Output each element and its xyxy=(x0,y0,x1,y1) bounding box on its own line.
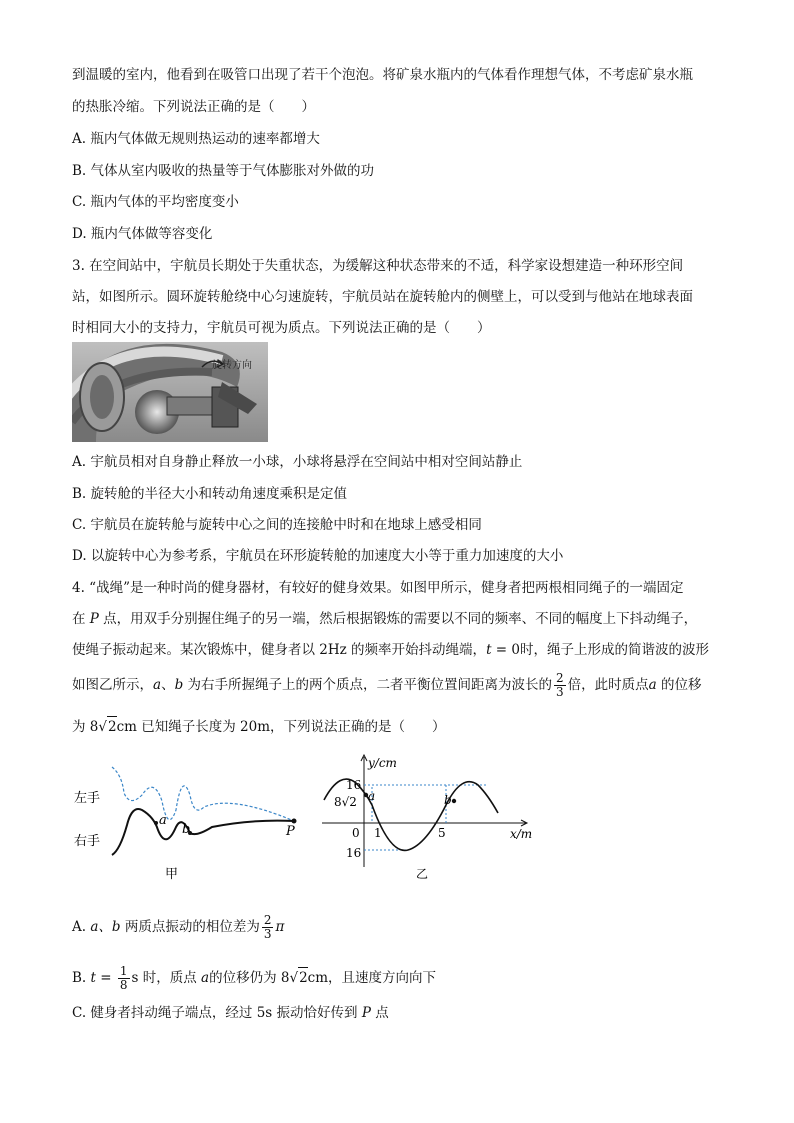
rope-point-a xyxy=(154,821,158,825)
figure-jia xyxy=(74,767,297,882)
left-hand-label: 左手 xyxy=(74,791,101,806)
left-rope-dashed xyxy=(112,767,294,821)
q2-option-d: D. 瓶内气体做等容变化 xyxy=(72,226,213,242)
q4-option-b: B. t = $\frac{1}{8}$ s 时，质点 a的位移仍为 8√2cm，且速度方向向下 xyxy=(72,964,437,992)
space-station-photo xyxy=(72,342,268,442)
q3-line-2: 站，如图所示。圆环旋转舱绕中心匀速旋转，宇航员站在旋转舱内的侧壁上，可以受到与他站在地球表面 xyxy=(72,289,693,305)
fraction-one-eighth: $\frac{1}{8}$ xyxy=(119,964,128,992)
q4-option-c: C. 健身者抖动绳子端点，经过 5s 振动恰好传到 P 点 xyxy=(72,1005,389,1021)
tick-8r2: 8√2 xyxy=(334,795,357,809)
y-axis-label: y/cm xyxy=(368,756,397,770)
q2-option-b: B. 气体从室内吸收的热量等于气体膨胀对外做的功 xyxy=(72,163,375,179)
fraction-two-thirds-phase: $\frac{2}{3}$ xyxy=(263,913,272,941)
intro-line-1: 到温暖的室内，他看到在吸管口出现了若干个泡泡。将矿泉水瓶内的气体看作理想气体，不考虑矿泉水瓶 xyxy=(72,67,693,83)
figure-jia-caption: 甲 xyxy=(165,867,179,882)
svg-text:a: a xyxy=(159,813,167,828)
tick-5: 5 xyxy=(438,826,446,840)
svg-text:P: P xyxy=(286,824,295,839)
tick-16: 16 xyxy=(346,778,362,792)
rotation-direction-label: 旋转方向 xyxy=(212,360,252,371)
right-rope xyxy=(112,809,294,855)
q4-line-4: 如图乙所示，a、b 为右手所握绳子上的两个质点，二者平衡位置间距离为波长的 $\frac{2}{3}$ 倍，此时质点a 的位移 xyxy=(72,671,702,699)
q3-line-3: 时相同大小的支持力，宇航员可视为质点。下列说法正确的是（ ） xyxy=(72,320,491,336)
q4-option-a: A. a、b 两质点振动的相位差为 $\frac{2}{3}$ π xyxy=(72,913,285,941)
q4-line-2: 在 P 点，用双手分别握住绳子的另一端，然后根据锻炼的需要以不同的频率、不同的幅度上下抖动绳子， xyxy=(72,611,698,627)
q3-option-c: C. 宇航员在旋转舱与旋转中心之间的连接舱中时和在地球上感受相同 xyxy=(72,517,482,533)
x-axis-label: x/m xyxy=(510,827,533,841)
tick-neg16: 16 xyxy=(346,846,362,860)
svg-text:b: b xyxy=(182,822,191,837)
q2-option-c: C. 瓶内气体的平均密度变小 xyxy=(72,194,239,210)
fraction-two-thirds: $\frac{2}{3}$ xyxy=(556,671,564,699)
q3-option-a: A. 宇航员相对自身静止释放一小球，小球将悬浮在空间站中相对空间站静止 xyxy=(72,454,523,470)
anchor-point-p xyxy=(292,819,297,824)
q3-line-1: 3. 在空间站中，宇航员长期处于失重状态，为缓解这种状态带来的不适，科学家设想建造一种环形空间 xyxy=(72,258,684,274)
intro-line-2: 的热胀冷缩。下列说法正确的是（ ） xyxy=(72,99,315,115)
figure-yi-caption: 乙 xyxy=(416,867,429,881)
q2-option-a: A. 瓶内气体做无规则热运动的速率都增大 xyxy=(72,131,320,147)
figure-yi xyxy=(322,755,532,881)
q3-option-d: D. 以旋转中心为参考系，宇航员在环形旋转舱的加速度大小等于重力加速度的大小 xyxy=(72,548,564,564)
figure-area xyxy=(72,755,552,884)
right-hand-label: 右手 xyxy=(74,834,101,849)
svg-text:a: a xyxy=(368,789,376,803)
svg-text:b: b xyxy=(444,793,452,807)
tick-0: 0 xyxy=(352,826,360,840)
q4-line-5: 为 8√2cm 已知绳子长度为 20m，下列说法正确的是（ ） xyxy=(72,716,446,737)
wave-point-b xyxy=(452,799,456,803)
q4-line-1: 4. “战绳”是一种时尚的健身器材，有较好的健身效果。如图甲所示，健身者把两根相同绳子的一端固定 xyxy=(72,580,684,596)
q3-option-b: B. 旋转舱的半径大小和转动角速度乘积是定值 xyxy=(72,486,348,502)
tick-1: 1 xyxy=(374,826,382,840)
q4-line-3: 使绳子振动起来。某次锻炼中，健身者以 2Hz 的频率开始抖动绳端，t = 0时，绳子上形成的简谐波的波形 xyxy=(72,642,709,658)
